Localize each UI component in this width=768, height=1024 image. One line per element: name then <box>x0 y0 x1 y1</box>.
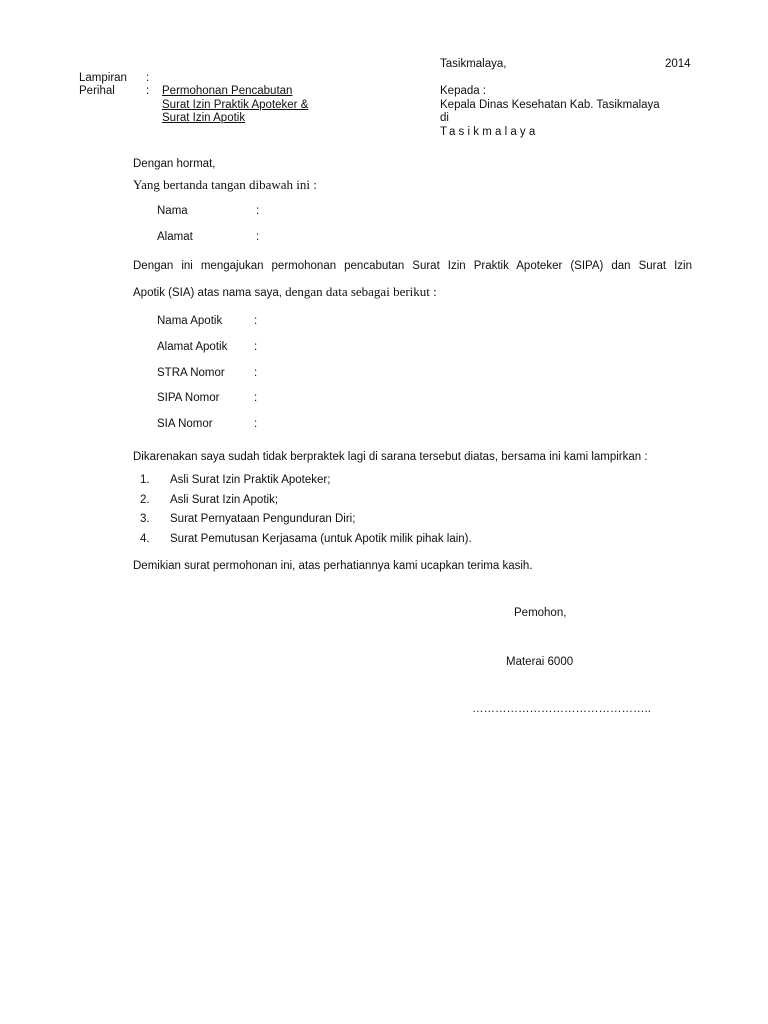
attachment-item: Surat Pernyataan Pengunduran Diri; <box>170 513 356 525</box>
recipient-kepada: Kepada : <box>440 85 487 97</box>
attachment-number: 3. <box>140 513 150 525</box>
reason-text: Dikarenakan saya sudah tidak berpraktek lagi di sarana tersebut diatas, bersama ini kami lampirkan : <box>133 451 648 463</box>
field-stra-label: STRA Nomor <box>157 367 225 379</box>
attachment-number: 4. <box>140 533 150 545</box>
stamp-label: Materai 6000 <box>506 656 574 668</box>
perihal-line-3: Surat Izin Apotik <box>162 112 246 124</box>
field-nama-apotik-label: Nama Apotik <box>157 315 223 327</box>
perihal-colon: : <box>146 85 150 97</box>
perihal-line-1: Permohonan Pencabutan <box>162 85 293 97</box>
field-alamat-colon: : <box>256 231 260 243</box>
field-nama-label: Nama <box>157 205 188 217</box>
field-sipa-colon: : <box>254 392 258 404</box>
request-line-2 <box>133 284 437 300</box>
salutation: Dengan hormat, <box>133 158 216 170</box>
field-nama-colon: : <box>256 205 260 217</box>
request-line-1: Dengan ini mengajukan permohonan pencabutan Surat Izin Praktik Apoteker (SIPA) dan Surat Izin <box>133 260 692 272</box>
recipient-di: di <box>440 112 449 124</box>
attachment-item: Surat Pemutusan Kerjasama (untuk Apotik milik pihak lain). <box>170 533 472 545</box>
signature-label: Pemohon, <box>514 607 567 619</box>
field-sia-label: SIA Nomor <box>157 418 213 430</box>
attachment-number: 1. <box>140 474 150 486</box>
date-year: 2014 <box>665 58 691 70</box>
field-alamat-label: Alamat <box>157 231 193 243</box>
attachment-item: Asli Surat Izin Praktik Apoteker; <box>170 474 331 486</box>
attachment-number: 2. <box>140 494 150 506</box>
perihal-label: Perihal <box>79 85 115 97</box>
perihal-line-2: Surat Izin Praktik Apoteker & <box>162 99 309 111</box>
intro-text: Yang bertanda tangan dibawah ini : <box>133 177 317 192</box>
date-city: Tasikmalaya, <box>440 58 507 70</box>
lampiran-colon: : <box>146 72 150 84</box>
field-nama-apotik-colon: : <box>254 315 258 327</box>
field-sipa-label: SIPA Nomor <box>157 392 220 404</box>
request-line-2a: Apotik (SIA) atas nama saya, <box>133 287 282 299</box>
request-line-2b: dengan data sebagai berikut : <box>285 284 437 299</box>
recipient-name: Kepala Dinas Kesehatan Kab. Tasikmalaya <box>440 99 660 111</box>
field-alamat-apotik-colon: : <box>254 341 258 353</box>
signature-line: ……………………………………….. <box>472 703 651 715</box>
closing-text: Demikian surat permohonan ini, atas perhatiannya kami ucapkan terima kasih. <box>133 560 533 572</box>
attachment-item: Asli Surat Izin Apotik; <box>170 494 279 506</box>
field-sia-colon: : <box>254 418 258 430</box>
lampiran-label: Lampiran <box>79 72 127 84</box>
field-stra-colon: : <box>254 367 258 379</box>
recipient-city: Tasikmalaya <box>440 126 539 138</box>
field-alamat-apotik-label: Alamat Apotik <box>157 341 228 353</box>
